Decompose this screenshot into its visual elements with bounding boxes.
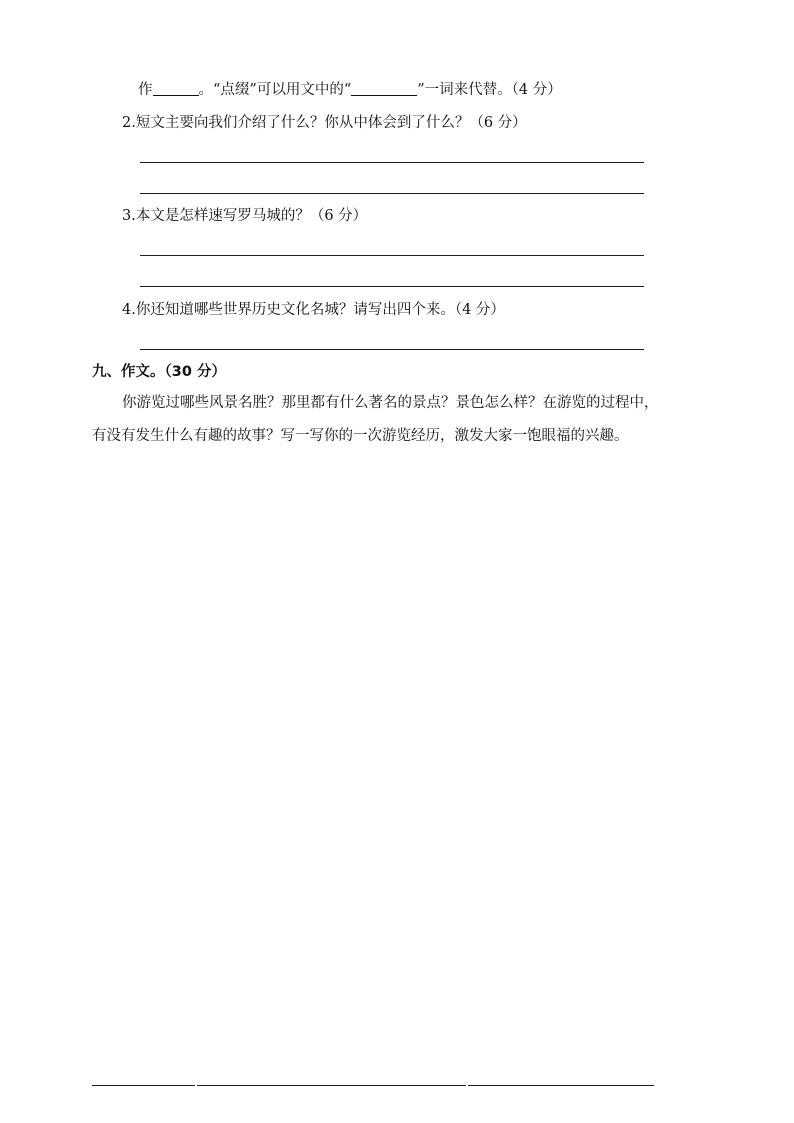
- q1-mid: 。“点缀”可以用文中的“: [198, 82, 352, 98]
- question-4: 4.你还知道哪些世界历史文化名城？请写出四个来。（4 分）: [122, 302, 505, 318]
- q1-suffix: ”一词来代替。（4 分）: [417, 82, 562, 98]
- footer-rule-right: [468, 1085, 654, 1086]
- composition-prompt: [92, 387, 712, 453]
- footer-rule-middle: [197, 1085, 466, 1086]
- answer-line[interactable]: [140, 162, 644, 163]
- prompt-line-1: 你游览过哪些风景名胜？那里都有什么著名的景点？景色怎么样？在游览的过程中，: [122, 395, 659, 411]
- answer-blank[interactable]: [153, 81, 199, 96]
- answer-line[interactable]: [140, 286, 644, 287]
- answer-line[interactable]: [140, 193, 644, 194]
- q1-continuation: [138, 80, 562, 100]
- section-heading: 九、作文。（30 分）: [92, 364, 226, 380]
- answer-line[interactable]: [140, 349, 644, 350]
- question-3: 3.本文是怎样速写罗马城的？（6 分）: [122, 208, 368, 224]
- answer-blank[interactable]: [351, 81, 417, 96]
- answer-line[interactable]: [140, 255, 644, 256]
- question-2: 2.短文主要向我们介绍了什么？你从中体会到了什么？（6 分）: [122, 115, 527, 131]
- footer-rule-left: [92, 1085, 195, 1086]
- q1-prefix: 作: [138, 82, 153, 98]
- prompt-line-2: 有没有发生什么有趣的故事？写一写你的一次游览经历，激发大家一饱眼福的兴趣。: [92, 428, 629, 444]
